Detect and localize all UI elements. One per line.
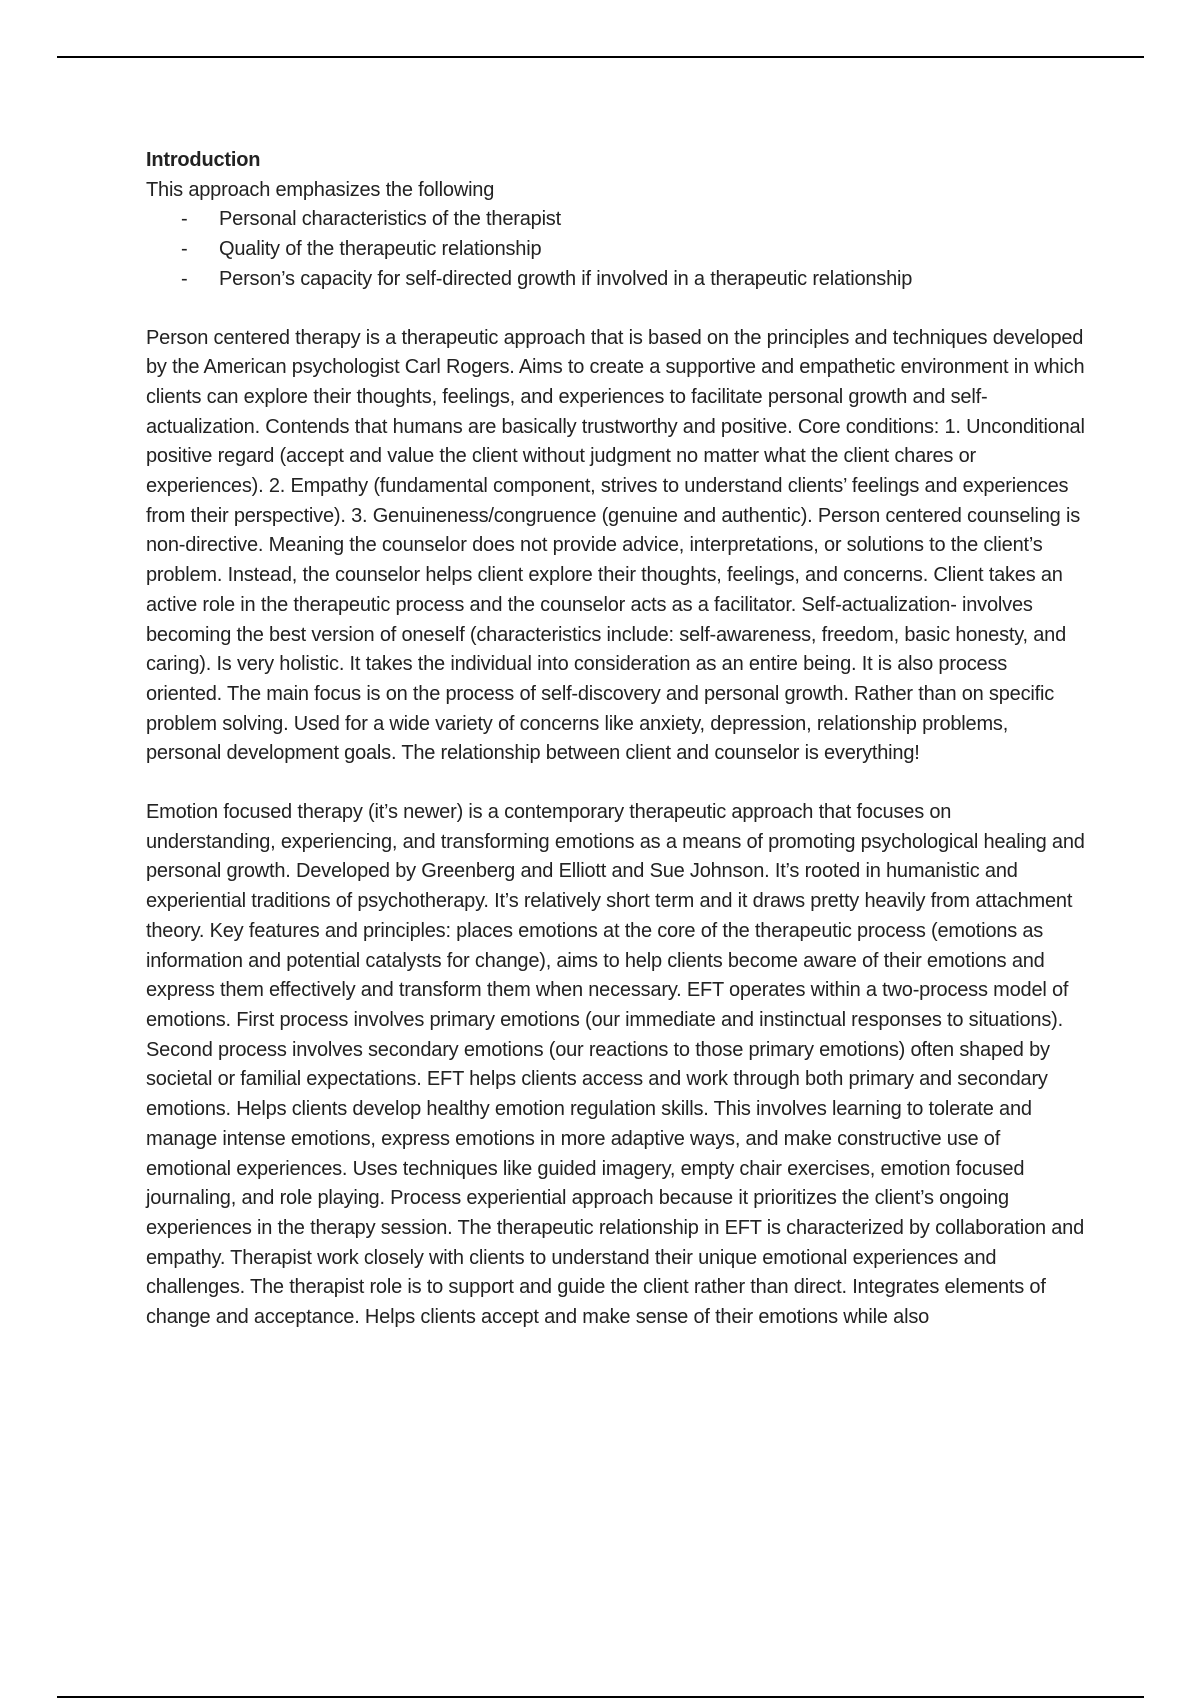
- footer-rule: [57, 1696, 1144, 1698]
- paragraph-emotion-focused: Emotion focused therapy (it’s newer) is a contemporary therapeutic approach that focuses on understanding, experiencing, and transforming emotions as a means of promoting psychological healing and personal growth. Developed by Greenberg and Elliott and Sue Johnson. It’s rooted in humanistic and experiential traditions of psychotherapy. It’s relatively short term and it draws pretty heavily from attachment theory. Key features and principles: places emotions at the core of the therapeutic process (emotions as information and potential catalysts for change), aims to help clients become aware of their emotions and express them effectively and transform them when necessary. EFT operates within a two-process model of emotions. First process involves primary emotions (our immediate and instinctual responses to situations). Second process involves secondary emotions (our reactions to those primary emotions) often shaped by societal or familial expectations. EFT helps clients access and work through both primary and secondary emotions. Helps clients develop healthy emotion regulation skills. This involves learning to tolerate and manage intense emotions, express emotions in more adaptive ways, and make constructive use of emotional experiences. Uses techniques like guided imagery, empty chair exercises, emotion focused journaling, and role playing. Process experiential approach because it prioritizes the client’s ongoing experiences in the therapy session. The therapeutic relationship in EFT is characterized by collaboration and empathy. Therapist work closely with clients to understand their unique emotional experiences and challenges. The therapist role is to support and guide the client rather than direct. Integrates elements of change and acceptance. Helps clients accept and make sense of their emotions while also: [146, 801, 1085, 1329]
- document-body: [146, 146, 1086, 1333]
- list-item: [146, 235, 1086, 265]
- header-rule: [57, 56, 1144, 58]
- bullet-text: Personal characteristics of the therapist: [219, 208, 561, 231]
- intro-line: This approach emphasizes the following: [146, 178, 495, 201]
- bullet-text: Quality of the therapeutic relationship: [219, 238, 542, 261]
- list-item: [146, 265, 1086, 295]
- bullet-marker: -: [181, 267, 188, 290]
- paragraph-person-centered: Person centered therapy is a therapeutic approach that is based on the principles and techniques developed by the American psychologist Carl Rogers. Aims to create a supportive and empathetic environment in which clients can explore their thoughts, feelings, and experiences to facilitate personal growth and self-actualization. Contends that humans are basically trustworthy and positive. Core conditions: 1. Unconditional positive regard (accept and value the client without judgment no matter what the client chares or experiences). 2. Empathy (fundamental component, strives to understand clients’ feelings and experiences from their perspective). 3. Genuineness/congruence (genuine and authentic). Person centered counseling is non-directive. Meaning the counselor does not provide advice, interpretations, or solutions to the client’s problem. Instead, the counselor helps client explore their thoughts, feelings, and concerns. Client takes an active role in the therapeutic process and the counselor acts as a facilitator. Self-actualization- involves becoming the best version of oneself (characteristics include: self-awareness, freedom, basic honesty, and caring). Is very holistic. It takes the individual into consideration as an entire being. It is also process oriented. The main focus is on the process of self-discovery and personal growth. Rather than on specific problem solving. Used for a wide variety of concerns like anxiety, depression, relationship problems, personal development goals. The relationship between client and counselor is everything!: [146, 326, 1085, 765]
- section-heading: Introduction: [146, 149, 261, 171]
- bullet-marker: -: [181, 208, 188, 231]
- bullet-marker: -: [181, 238, 188, 261]
- bullet-text: Person’s capacity for self-directed growth if involved in a therapeutic relationship: [219, 267, 913, 290]
- list-item: [146, 205, 1086, 235]
- bullet-list: [146, 205, 1086, 294]
